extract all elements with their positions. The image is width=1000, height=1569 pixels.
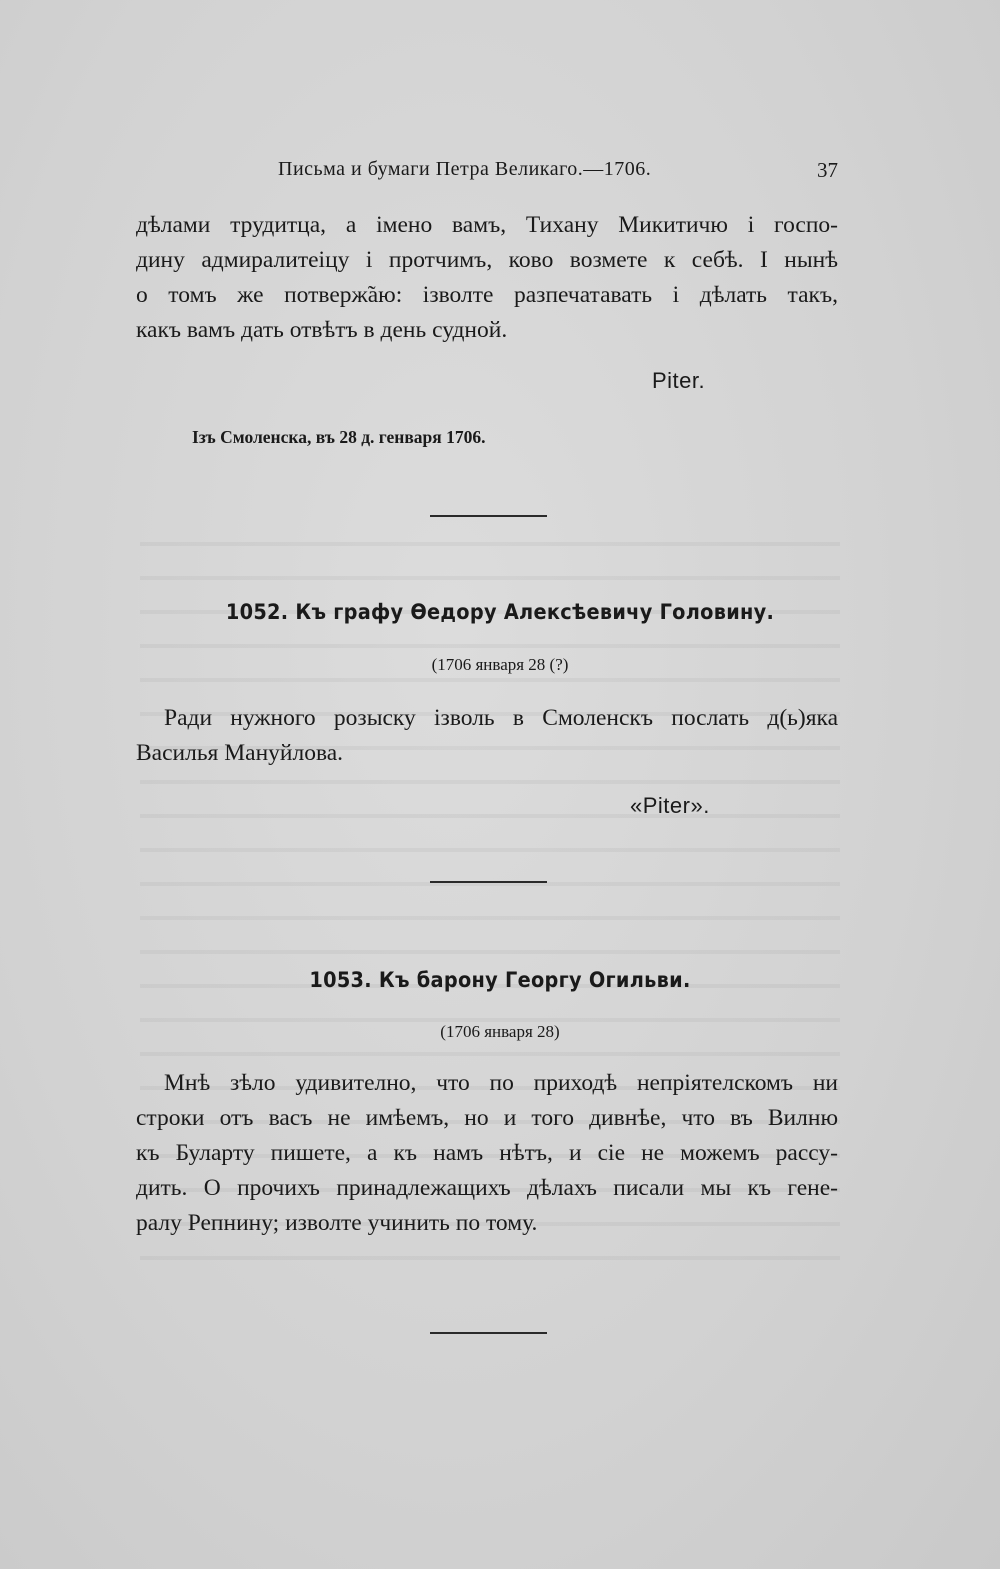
divider-rule xyxy=(430,515,547,517)
text-line: какъ вамъ дать отвѣтъ в день судной. xyxy=(136,317,508,343)
letter-body xyxy=(136,701,838,771)
text-line: Ради нужного розыску ізволь в Смоленскъ послать д(ь)яка xyxy=(164,705,838,731)
running-header xyxy=(278,158,838,188)
divider-rule xyxy=(430,881,547,883)
letter-heading: 1053. Къ барону Георгу Огильви. xyxy=(309,968,691,992)
text-line: Мнѣ зѣло удивително, что по приходѣ непріятелскомъ ни xyxy=(164,1070,838,1096)
letter-date: (1706 января 28 (?) xyxy=(431,655,569,674)
text-line: дину адмиралитеіцу і протчимъ, ково возмете к себѣ. І нынѣ xyxy=(136,247,838,273)
divider-rule xyxy=(430,1332,547,1334)
signature: Piter. xyxy=(652,368,706,393)
text-line: Василья Мануйлова. xyxy=(136,740,344,766)
place-date: Ізъ Смоленска, въ 28 д. генваря 1706. xyxy=(192,427,486,447)
signature: «Piter». xyxy=(630,793,710,818)
letter-heading: 1052. Къ графу Ѳедору Алексѣевичу Головину. xyxy=(225,600,775,624)
letter-body xyxy=(136,1066,838,1241)
page-number: 37 xyxy=(817,158,838,182)
letter-date: (1706 января 28) xyxy=(440,1022,560,1041)
top-letter-body xyxy=(136,208,838,348)
text-line: дѣлами трудитца, а імено вамъ, Тихану Микитичю і госпо- xyxy=(136,212,838,238)
running-title: Письма и бумаги Петра Великаго.—1706. xyxy=(278,158,652,180)
text-line: строки отъ васъ не имѣемъ, но и того дивнѣе, что въ Вилню xyxy=(136,1105,838,1131)
text-line: къ Буларту пишете, а къ намъ нѣтъ, и сіе не можемъ рассу- xyxy=(136,1140,838,1166)
text-line: дить. О прочихъ принадлежащихъ дѣлахъ писали мы къ гене- xyxy=(136,1175,838,1201)
text-line: ралу Репнину; изволте учинить по тому. xyxy=(136,1210,538,1236)
text-line: о томъ же потверж̃аю: ізволте разпечатавать і дѣлать такъ, xyxy=(136,282,838,308)
